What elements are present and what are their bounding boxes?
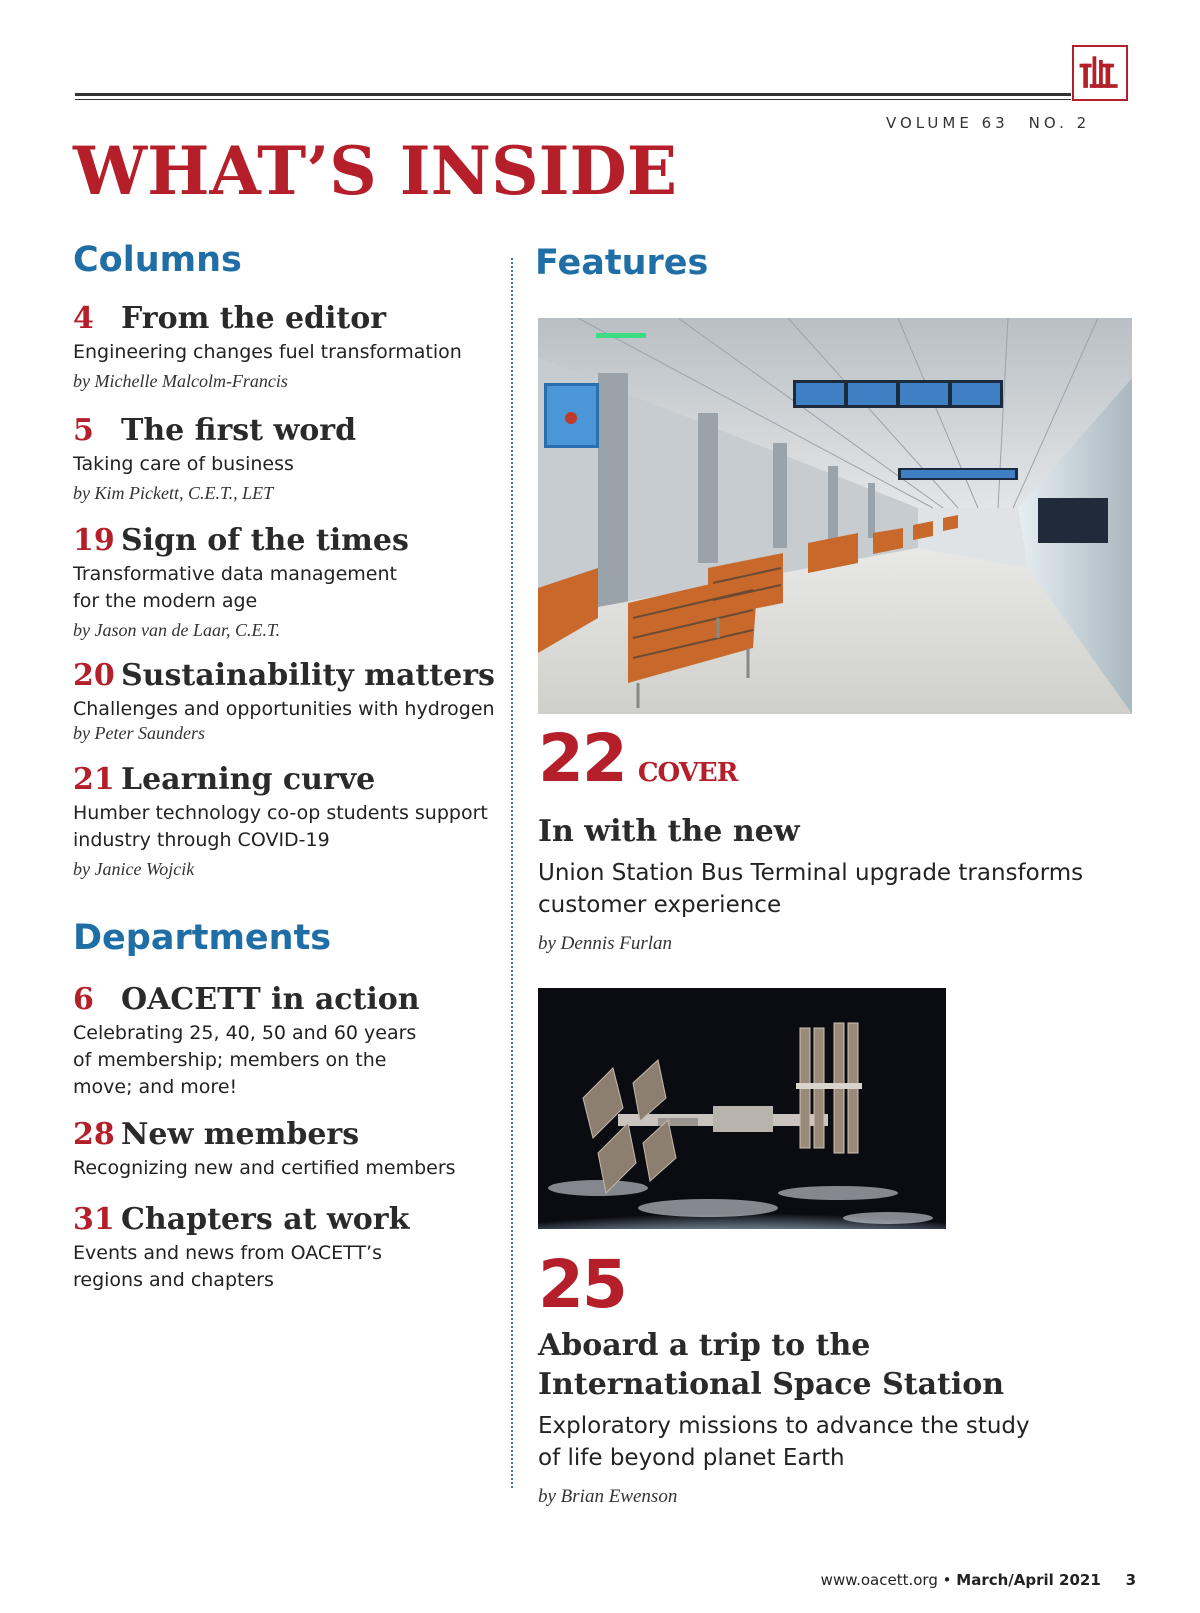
- logo-mark: [1074, 47, 1126, 99]
- departments-heading: Departments: [73, 918, 332, 958]
- feature-title: In with the new: [538, 814, 800, 849]
- entry-description: Humber technology co-op students support industry through COVID-19: [73, 802, 488, 851]
- feature-entry-cover[interactable]: [538, 720, 1138, 955]
- oacett-logo: [1072, 45, 1128, 101]
- columns-heading: Columns: [73, 240, 242, 280]
- feature-entry[interactable]: [538, 1246, 1058, 1508]
- column-divider: [511, 258, 513, 1488]
- issue-number: NO. 2: [1028, 114, 1091, 132]
- entry-title: OACETT in action: [121, 982, 420, 1017]
- page-number-footer: 3: [1125, 1571, 1136, 1589]
- toc-entry[interactable]: [73, 658, 503, 744]
- cover-tag: COVER: [637, 758, 738, 788]
- entry-heading: [73, 982, 433, 1018]
- bus-terminal-illustration: [538, 318, 1132, 714]
- entry-byline: by Jason van de Laar, C.E.T.: [73, 620, 281, 640]
- website-link[interactable]: www.oacett.org: [820, 1571, 938, 1589]
- entry-heading: [73, 413, 503, 449]
- entry-heading: [73, 523, 409, 559]
- page-number: 19: [73, 523, 115, 558]
- entry-byline: by Kim Pickett, C.E.T., LET: [73, 483, 274, 503]
- page-number: 22: [538, 720, 626, 797]
- header-rule: [75, 93, 1071, 96]
- entry-title: Sign of the times: [121, 523, 409, 558]
- space-station-photo[interactable]: [538, 988, 946, 1229]
- header-rule-thin: [75, 99, 1071, 100]
- page-number: 4: [73, 301, 94, 336]
- entry-heading: [73, 762, 503, 798]
- feature-byline: by Dennis Furlan: [538, 933, 673, 954]
- issue-date: March/April 2021: [956, 1571, 1101, 1589]
- entry-byline: by Peter Saunders: [73, 723, 205, 743]
- entry-description: Transformative data management for the modern age: [73, 563, 397, 612]
- page-number: 5: [73, 413, 94, 448]
- entry-description: Recognizing new and certified members: [73, 1157, 456, 1179]
- page-number: 25: [538, 1246, 626, 1323]
- feature-byline: by Brian Ewenson: [538, 1486, 678, 1507]
- bus-terminal-photo[interactable]: [538, 318, 1132, 714]
- toc-entry[interactable]: [73, 1202, 410, 1294]
- feature-title: Aboard a trip to the International Space Station: [538, 1328, 1005, 1402]
- toc-entry[interactable]: [73, 762, 503, 880]
- page-title: WHAT’S INSIDE: [73, 132, 678, 210]
- entry-description: Taking care of business: [73, 453, 294, 475]
- page-number: 6: [73, 982, 94, 1017]
- space-station-illustration: [538, 988, 946, 1229]
- toc-entry[interactable]: [73, 1117, 503, 1182]
- entry-heading: [73, 1117, 503, 1153]
- toc-entry[interactable]: [73, 413, 503, 504]
- entry-title: Chapters at work: [121, 1202, 410, 1237]
- entry-title: Sustainability matters: [121, 658, 495, 693]
- page-number: 21: [73, 762, 115, 797]
- feature-description: Union Station Bus Terminal upgrade transforms customer experience: [538, 860, 1084, 918]
- page-number: 31: [73, 1202, 115, 1237]
- feature-number-line: [538, 720, 1138, 806]
- issue-info: [886, 114, 1090, 132]
- entry-description: Celebrating 25, 40, 50 and 60 years of membership; members on the move; and more!: [73, 1022, 417, 1098]
- entry-title: Learning curve: [121, 762, 376, 797]
- features-heading: Features: [535, 243, 709, 283]
- entry-heading: [73, 1202, 410, 1238]
- entry-byline: by Michelle Malcolm-Francis: [73, 371, 288, 391]
- entry-heading: [73, 658, 503, 694]
- feature-description: Exploratory missions to advance the study of life beyond planet Earth: [538, 1413, 1030, 1471]
- volume-label: VOLUME 63: [886, 114, 1009, 132]
- toc-entry[interactable]: [73, 301, 503, 392]
- toc-entry[interactable]: [73, 982, 433, 1101]
- entry-byline: by Janice Wojcik: [73, 859, 195, 879]
- footer-separator: •: [942, 1571, 952, 1589]
- entry-description: Events and news from OACETT’s regions and chapters: [73, 1242, 382, 1291]
- toc-entry[interactable]: [73, 523, 409, 641]
- entry-description: Challenges and opportunities with hydrogen: [73, 698, 495, 720]
- entry-title: From the editor: [121, 301, 387, 336]
- entry-description: Engineering changes fuel transformation: [73, 341, 462, 363]
- page-number: 20: [73, 658, 115, 693]
- page-footer: [821, 1571, 1136, 1589]
- page-number: 28: [73, 1117, 115, 1152]
- entry-title: New members: [121, 1117, 360, 1152]
- entry-title: The first word: [121, 413, 357, 448]
- entry-heading: [73, 301, 503, 337]
